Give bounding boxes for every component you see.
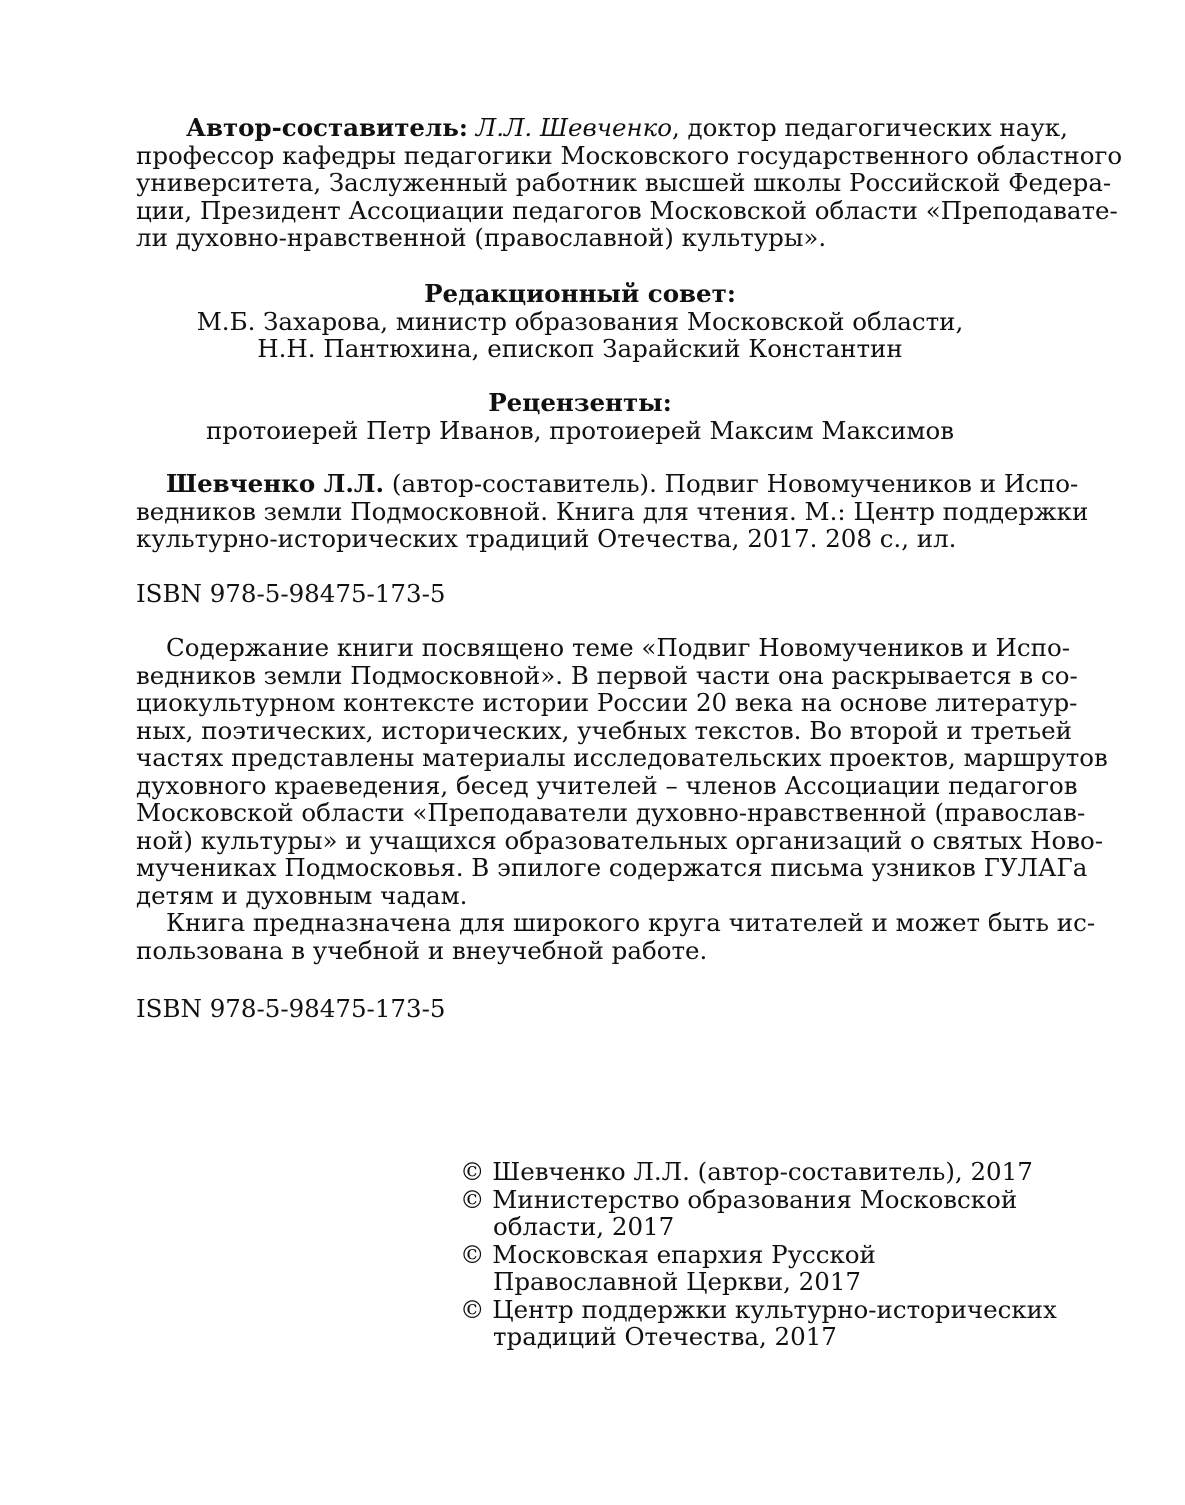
abstract-line: духовного краеведения, бесед учителей – членов Ассоциации педагогов xyxy=(136,770,1078,800)
abstract-line: ведников земли Подмосковной». В первой части она раскрывается в со- xyxy=(136,660,1078,690)
copyright-block xyxy=(460,1158,1100,1351)
citation-first-line: Шевченко Л.Л. (автор-составитель). Подвиг Новомучеников и Испо- xyxy=(166,469,1079,498)
editorial-board-heading: Редакционный совет: xyxy=(424,279,736,308)
copyright-item: © Министерство образования Московской xyxy=(460,1184,1018,1214)
copyright-item: © Центр поддержки культурно-исторических xyxy=(460,1294,1057,1324)
author-line: ли духовно-нравственной (православной) культуры». xyxy=(136,223,827,252)
author-line: профессор кафедры педагогики Московского государственного областного xyxy=(136,140,1123,170)
abstract-line: Книга предназначена для широкого круга читателей и может быть ис- xyxy=(166,908,1096,937)
abstract-line: Московской области «Преподаватели духовно-нравственной (православ- xyxy=(136,798,1086,827)
abstract-line: ной) культуры» и учащихся образовательных организаций о святых Ново- xyxy=(136,825,1104,855)
abstract-line: частях представлены материалы исследовательских проектов, маршрутов xyxy=(136,743,1108,772)
isbn-bottom: ISBN 978-5-98475-173-5 xyxy=(136,994,446,1023)
copyright-item: © Московская епархия Русской xyxy=(460,1239,876,1269)
citation-line: культурно-исторических традиций Отечества, 2017. 208 с., ил. xyxy=(136,524,957,553)
citation-author: Шевченко Л.Л. xyxy=(166,469,385,498)
author-line: университета, Заслуженный работник высшей школы Российской Федера- xyxy=(136,168,1112,197)
isbn-top: ISBN 978-5-98475-173-5 xyxy=(136,579,446,608)
reviewers-heading: Рецензенты: xyxy=(488,388,672,417)
abstract-line: циокультурном контексте истории России 20 века на основе литератур- xyxy=(136,688,1078,717)
copyright-item: © Шевченко Л.Л. (автор-составитель), 2017 xyxy=(460,1157,1033,1186)
copyright-item-continuation: Православной Церкви, 2017 xyxy=(493,1267,861,1296)
reviewers-list: протоиерей Петр Иванов, протоиерей Максим Максимов xyxy=(205,415,955,445)
reviewers xyxy=(136,389,1024,444)
author-block xyxy=(136,113,1123,252)
author-first-line: Автор-составитель: Л.Л. Шевченко, доктор педагогических наук, xyxy=(186,113,1068,142)
editorial-board-member: М.Б. Захарова, министр образования Московской области, xyxy=(196,306,964,336)
copyright-item-continuation: традиций Отечества, 2017 xyxy=(493,1322,837,1351)
author-line: ции, Президент Ассоциации педагогов Московской области «Преподавате- xyxy=(136,195,1118,225)
author-name: Л.Л. Шевченко xyxy=(475,113,672,142)
abstract-line: Содержание книги посвящено теме «Подвиг Новомучеников и Испо- xyxy=(166,633,1070,662)
author-label: Автор-составитель: xyxy=(186,113,468,142)
editorial-board-member: Н.Н. Пантюхина, епископ Зарайский Константин xyxy=(257,334,903,363)
citation xyxy=(136,469,1089,553)
copyright-item-continuation: области, 2017 xyxy=(493,1212,675,1241)
editorial-board xyxy=(136,280,1024,363)
abstract-line: мучениках Подмосковья. В эпилоге содержатся письма узников ГУЛАГа xyxy=(136,853,1088,882)
abstract-line: ных, поэтических, исторических, учебных текстов. Во второй и третьей xyxy=(136,715,1073,745)
abstract xyxy=(136,633,1108,965)
citation-line: ведников земли Подмосковной. Книга для чтения. М.: Центр поддержки xyxy=(136,496,1089,526)
abstract-line: пользована в учебной и внеучебной работе. xyxy=(136,935,708,965)
abstract-line: детям и духовным чадам. xyxy=(136,880,468,910)
